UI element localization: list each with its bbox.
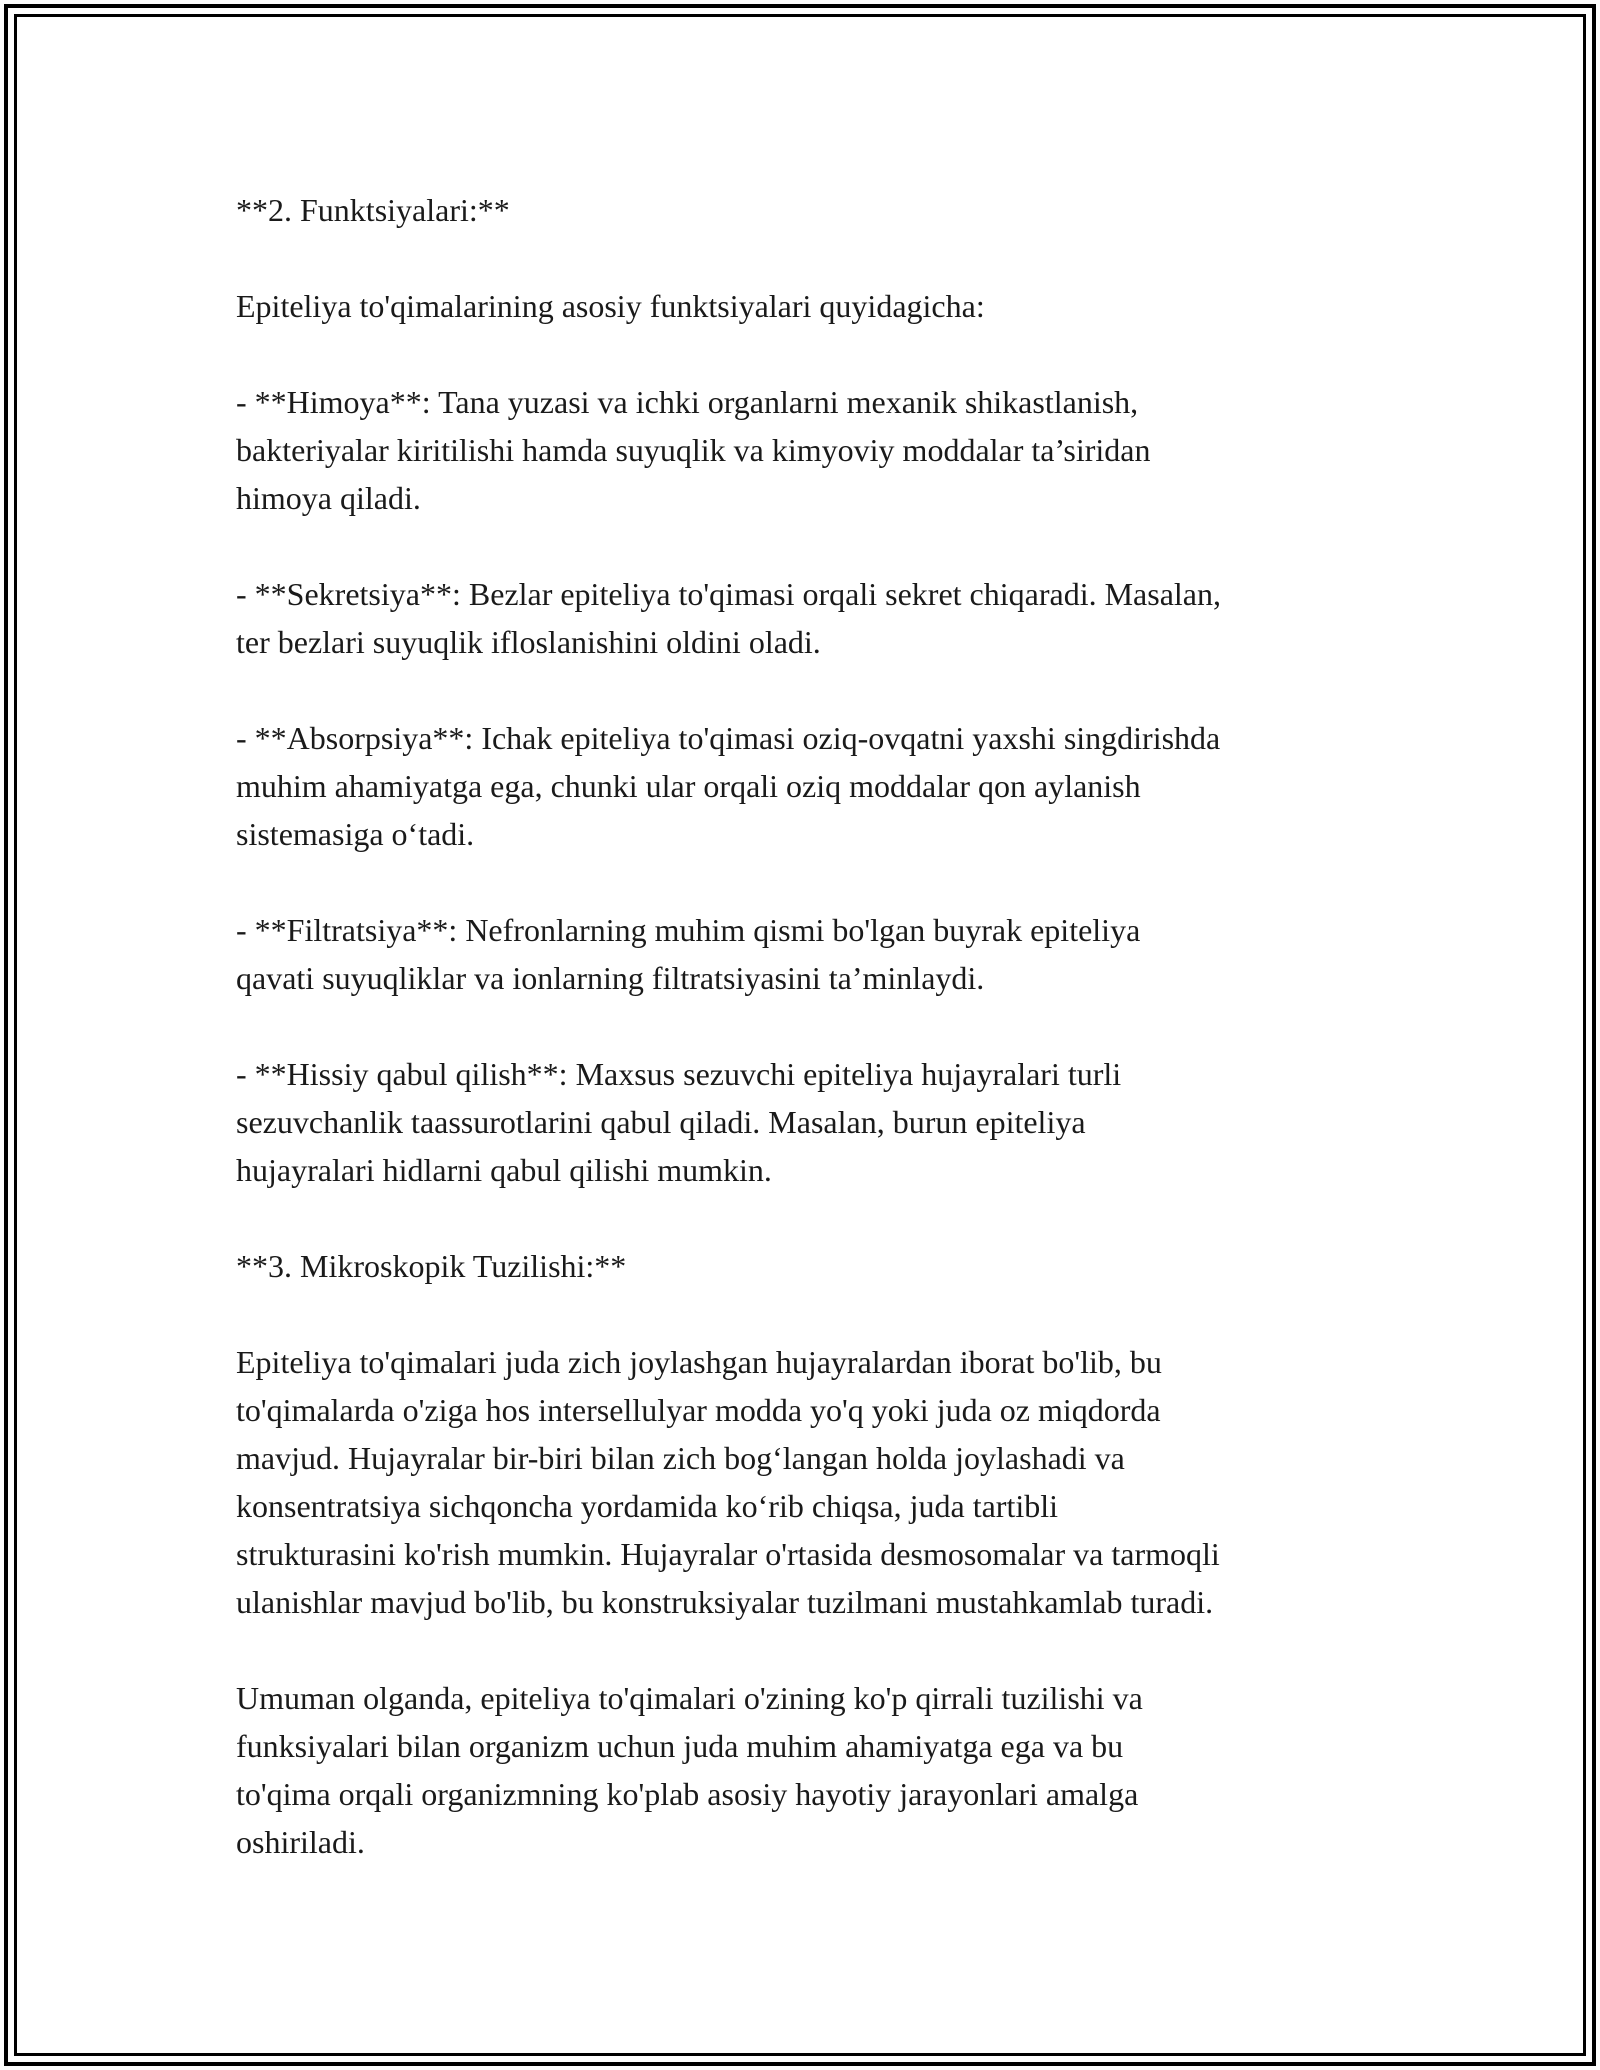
- functions-intro: Epiteliya to'qimalarining asosiy funktsiyalari quyidagicha:: [236, 288, 985, 324]
- list-item-himoya: - **Himoya**: Tana yuzasi va ichki organlarni mexanik shikastlanish, bakteriyalar kiritilishi hamda suyuqlik va kimyoviy moddalar ta’siridan himoya qiladi.: [236, 384, 1151, 516]
- conclusion-paragraph: Umuman olganda, epiteliya to'qimalari o'zining ko'p qirrali tuzilishi va funksiyalari bilan organizm uchun juda muhim ahamiyatga ega va bu to'qima orqali organizmning ko'plab asosiy hayotiy jarayonlari amalga oshiriladi.: [236, 1680, 1143, 1860]
- list-item-filtratsiya: - **Filtratsiya**: Nefronlarning muhim qismi bo'lgan buyrak epiteliya qavati suyuqliklar va ionlarning filtratsiyasini ta’minlaydi.: [236, 912, 1141, 996]
- section-heading-functions: **2. Funktsiyalari:**: [236, 192, 510, 228]
- microscopic-paragraph: Epiteliya to'qimalari juda zich joylashgan hujayralardan iborat bo'lib, bu to'qimalarda o'ziga hos intersellulyar modda yo'q yoki juda oz miqdorda mavjud. Hujayralar bir-biri bilan zich bog‘langan holda joylashadi va konsentratsiya sichqoncha yordamida ko‘rib chiqsa, juda tartibli strukturasini ko'rish mumkin. Hujayralar o'rtasida desmosomalar va tarmoqli ulanishlar mavjud bo'lib, bu konstruksiyalar tuzilmani mustahkamlab turadi.: [236, 1344, 1220, 1620]
- list-item-sekretsiya: - **Sekretsiya**: Bezlar epiteliya to'qimasi orqali sekret chiqaradi. Masalan, ter bezlari suyuqlik ifloslanishini oldini oladi.: [236, 576, 1221, 660]
- list-item-absorpsiya: - **Absorpsiya**: Ichak epiteliya to'qimasi oziq-ovqatni yaxshi singdirishda muhim ahamiyatga ega, chunki ular orqali oziq moddalar qon aylanish sistemasiga o‘tadi.: [236, 720, 1221, 852]
- section-heading-microscopic: **3. Mikroskopik Tuzilishi:**: [236, 1248, 627, 1284]
- list-item-hissiy: - **Hissiy qabul qilish**: Maxsus sezuvchi epiteliya hujayralari turli sezuvchanlik taassurotlarini qabul qiladi. Masalan, burun epiteliya hujayralari hidlarni qabul qilishi mumkin.: [236, 1056, 1122, 1188]
- document-body: [236, 186, 1386, 1866]
